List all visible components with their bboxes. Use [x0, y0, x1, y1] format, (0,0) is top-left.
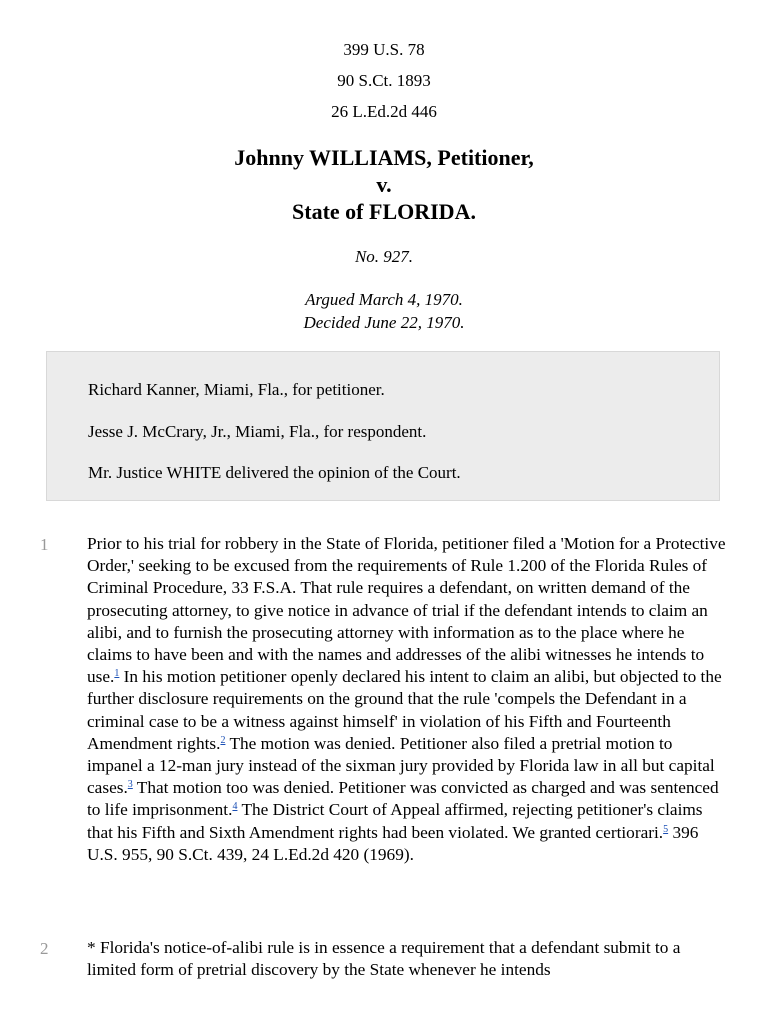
- footnote-link[interactable]: 4: [232, 801, 238, 813]
- paragraph-text: 396 U.S. 955, 90 S.Ct. 439, 24 L.Ed.2d 420 (1969).: [87, 822, 699, 864]
- paragraph-number: 2: [40, 939, 49, 958]
- paragraph-2: [87, 937, 727, 981]
- paragraph-text: The District Court of Appeal affirmed, rejecting petitioner's claims that his Fifth and Sixth Amendment rights had been violated. We granted certiorari.: [87, 800, 703, 842]
- opinion-author: Mr. Justice WHITE delivered the opinion of the Court.: [88, 463, 461, 482]
- footnote-link[interactable]: 2: [220, 734, 226, 746]
- case-dates: [0, 288, 768, 334]
- petitioner-name: Johnny WILLIAMS, Petitioner,: [234, 145, 534, 170]
- case-caption: [0, 144, 768, 225]
- paragraph-text: The motion was denied. Petitioner also filed a pretrial motion to impanel a 12-man jury instead of the sixman jury provided by Florida law in all but capital cases.: [87, 733, 715, 798]
- paragraph-text: * Florida's notice-of-alibi rule is in essence a requirement that a defendant submit to a limited form of pretrial discovery by the State whenever he intends: [87, 938, 681, 980]
- respondent-name: State of FLORIDA.: [292, 199, 476, 224]
- footnote-link[interactable]: 1: [114, 668, 120, 680]
- footnote-link[interactable]: 3: [127, 779, 133, 791]
- docket-number: No. 927.: [354, 247, 414, 266]
- decided-date: Decided June 22, 1970.: [303, 313, 465, 332]
- paragraph-text: In his motion petitioner openly declared his intent to claim an alibi, but objected to the further disclosure requirements on the ground that the rule 'compels the Defendant in a criminal case to be a witness against himself' in violation of his Fifth and Fourteenth Amendment rights.: [87, 667, 722, 753]
- us-reports-citation: 399 U.S. 78: [343, 40, 425, 59]
- citations: [0, 34, 768, 127]
- counsel-petitioner: Richard Kanner, Miami, Fla., for petitioner.: [88, 380, 385, 399]
- counsel-box: [46, 351, 720, 501]
- paragraph-number: 1: [40, 535, 49, 554]
- paragraph-1: [87, 533, 727, 866]
- lawyers-edition-citation: 26 L.Ed.2d 446: [331, 102, 437, 121]
- argued-date: Argued March 4, 1970.: [305, 290, 463, 309]
- counsel-respondent: Jesse J. McCrary, Jr., Miami, Fla., for respondent.: [88, 422, 427, 441]
- paragraph-text: Prior to his trial for robbery in the State of Florida, petitioner filed a 'Motion for a Protective Order,' seeking to be excused from the requirements of Rule 1.200 of the Florida Rules of Criminal Procedure, 33 F.S.A. That rule requires a defendant, on written demand of the prosecuting attorney, to give notice in advance of trial if the defendant intends to claim an alibi, and to furnish the prosecuting attorney with information as to the place where he claims to have been and with the names and addresses of the alibi witnesses he intends to use.: [87, 534, 726, 687]
- footnote-link[interactable]: 5: [663, 823, 669, 835]
- paragraph-text: That motion too was denied. Petitioner was convicted as charged and was sentenced to life imprisonment.: [87, 778, 719, 820]
- versus: v.: [376, 172, 392, 197]
- supreme-court-reporter-citation: 90 S.Ct. 1893: [337, 71, 431, 90]
